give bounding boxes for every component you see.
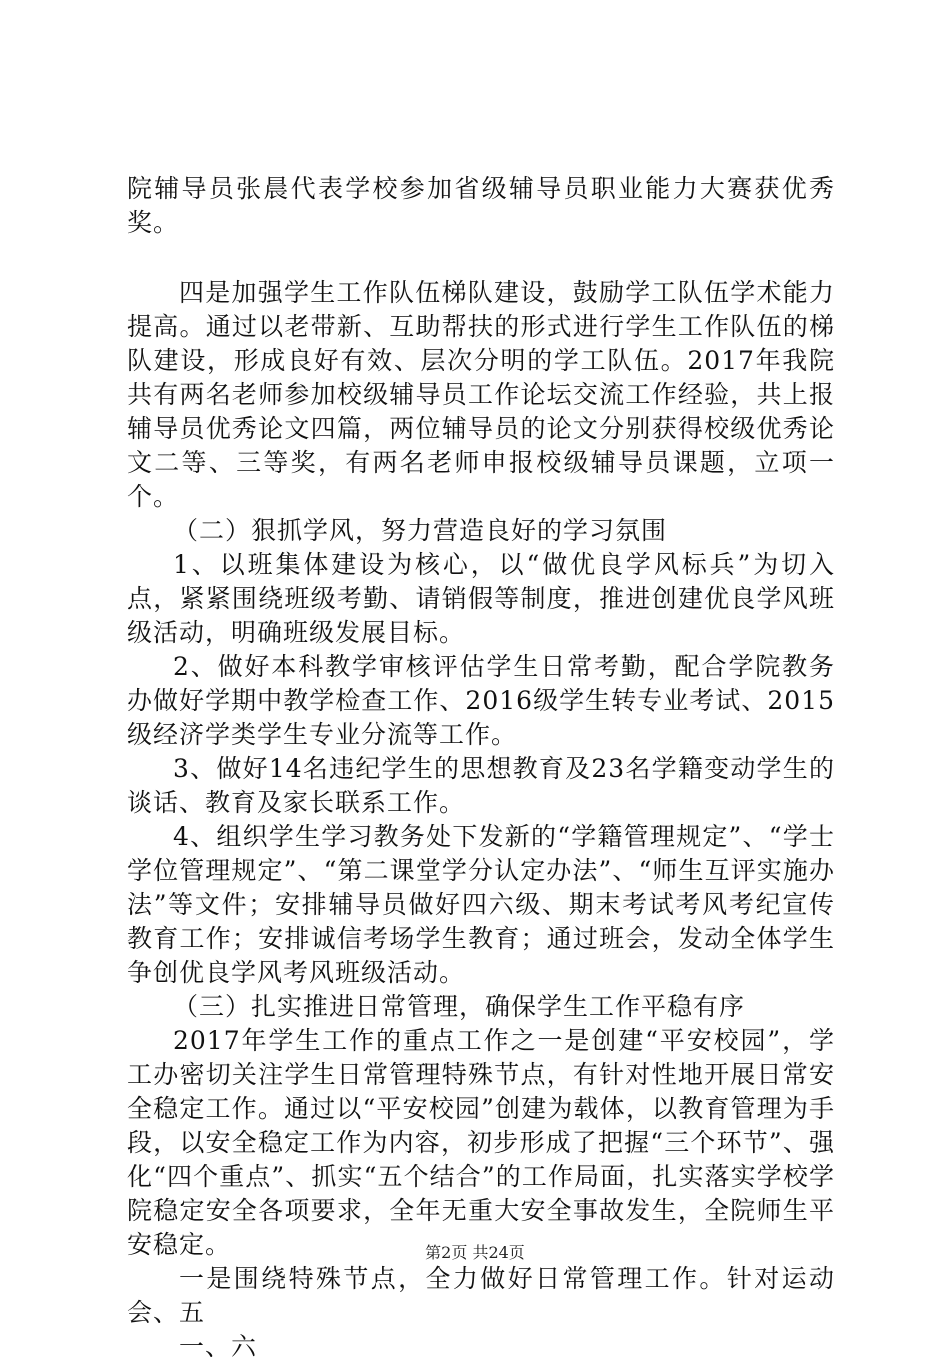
paragraph-gap xyxy=(127,240,835,276)
paragraph-continuation: 院辅导员张晨代表学校参加省级辅导员职业能力大赛获优秀奖。 xyxy=(127,174,835,237)
document-body xyxy=(127,172,835,1364)
paragraph-item-2: 2、做好本科教学审核评估学生日常考勤，配合学院教务办做好学期中教学检查工作、2016级学生转专业考试、2015级经济学类学生专业分流等工作。 xyxy=(127,652,835,749)
paragraph-safe-campus: 2017年学生工作的重点工作之一是创建“平安校园”，学工办密切关注学生日常管理特殊节点，有针对性地开展日常安全稳定工作。通过以“平安校园”创建为载体，以教育管理为手段，以安全稳定工作为内容，初步形成了把握“三个环节”、强化“四个重点”、抓实“五个结合”的工作局面，扎实落实学校学院稳定安全各项要求，全年无重大安全事故发生，全院师生平安稳定。 xyxy=(127,1026,835,1259)
section-heading-daily-management: （三）扎实推进日常管理，确保学生工作平稳有序 xyxy=(173,992,746,1021)
paragraph-item-3: 3、做好14名违纪学生的思想教育及23名学籍变动学生的谈话、教育及家长联系工作。 xyxy=(127,754,835,817)
section-heading-study-style: （二）狠抓学风，努力营造良好的学习氛围 xyxy=(173,516,668,545)
paragraph-item-1: 1、以班集体建设为核心，以“做优良学风标兵”为切入点，紧紧围绕班级考勤、请销假等制度，推进创建优良学风班级活动，明确班级发展目标。 xyxy=(127,550,835,647)
page-number-footer: 第2页 共24页 xyxy=(425,1243,525,1262)
paragraph-team-building: 四是加强学生工作队伍梯队建设，鼓励学工队伍学术能力提高。通过以老带新、互助帮扶的形式进行学生工作队伍的梯队建设，形成良好有效、层次分明的学工队伍。2017年我院共有两名老师参加校级辅导员工作论坛交流工作经验，共上报辅导员优秀论文四篇，两位辅导员的论文分别获得校级优秀论文二等、三等奖，有两名老师申报校级辅导员课题，立项一个。 xyxy=(127,278,835,511)
paragraph-item-4: 4、组织学生学习教务处下发新的“学籍管理规定”、“学士学位管理规定”、“第二课堂学分认定办法”、“师生互评实施办法”等文件；安排辅导员做好四六级、期末考试考风考纪宣传教育工作；安排诚信考场学生教育；通过班会，发动全体学生争创优良学风考风班级活动。 xyxy=(127,822,835,987)
paragraph-fragment: 一、六 xyxy=(179,1332,258,1361)
paragraph-special-nodes: 一是围绕特殊节点，全力做好日常管理工作。针对运动会、五 xyxy=(127,1264,835,1327)
